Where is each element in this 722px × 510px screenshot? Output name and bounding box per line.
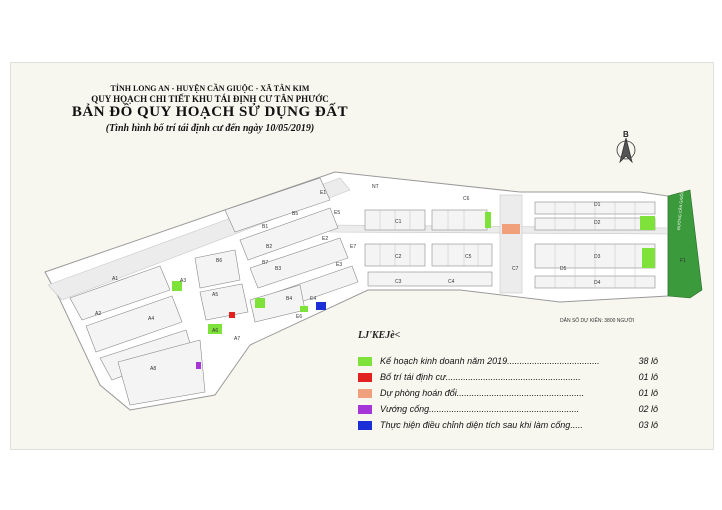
connector-road — [500, 195, 522, 293]
swap-reserve-lot[interactable] — [502, 224, 520, 234]
block-label-c2: C2 — [395, 254, 402, 260]
resettlement-lot[interactable] — [229, 312, 235, 318]
block-label-a2: A2 — [95, 311, 102, 317]
road-label: ĐƯỜNG CẦN GIUỘC — [676, 190, 685, 231]
block-label-a5: A5 — [212, 292, 219, 298]
block-label-f1: F1 — [680, 258, 686, 264]
block-label-b7: B7 — [262, 260, 269, 266]
block-label-c1: C1 — [395, 219, 402, 225]
compass-icon — [617, 138, 635, 162]
culvert-lot[interactable] — [196, 362, 201, 369]
legend-item-swap-reserve — [358, 388, 658, 401]
legend-item-count: 02 lô — [638, 404, 658, 414]
block-label-e5: E5 — [334, 210, 341, 216]
block-label-d2: D2 — [594, 220, 601, 226]
block-label-d5: D5 — [560, 266, 567, 272]
block-label-c6: C6 — [463, 196, 470, 202]
block-label-a4: A4 — [148, 316, 155, 322]
block-label-b6: B6 — [216, 258, 223, 264]
block-label-e7: E7 — [350, 244, 357, 250]
legend-item-adjusted — [358, 420, 658, 433]
legend-item-count: 38 lô — [638, 356, 658, 366]
green-buffer — [668, 190, 702, 298]
legend-item-count: 03 lô — [638, 420, 658, 430]
block-label-c7: C7 — [512, 266, 519, 272]
block-label-b2: B2 — [266, 244, 273, 250]
block-label-e4: E4 — [310, 296, 317, 302]
map-subtitle: (Tình hình bố trí tái định cư đến ngày 10/05/2019) — [105, 123, 315, 134]
block-label-b1: B1 — [262, 224, 269, 230]
block-label-e1: E1 — [320, 190, 327, 196]
salmon-swatch-icon — [358, 389, 372, 398]
block-label-b3: B3 — [275, 266, 282, 272]
legend-item-business — [358, 356, 658, 369]
block-label-d3: D3 — [594, 254, 601, 260]
population-label: DÂN SỐ DỰ KIẾN: 3800 NGƯỜI — [560, 318, 635, 324]
legend-item-label: Thực hiện điều chỉnh diện tích sau khi làm cống..... — [380, 420, 583, 430]
legend-item-label: Vướng cống............................................................ — [380, 404, 580, 414]
purple-swatch-icon — [358, 405, 372, 414]
block-label-a6: A6 — [212, 328, 219, 334]
block-label-d1: D1 — [594, 202, 601, 208]
compass-label: B — [623, 130, 629, 139]
block-label-e6: E6 — [296, 314, 303, 320]
legend-title: LJ'KEJè< — [358, 330, 401, 341]
block-label-e3: E3 — [336, 262, 343, 268]
block-label-c4: C4 — [448, 279, 455, 285]
block-label-c3: C3 — [395, 279, 402, 285]
legend-item-label: Kế hoạch kinh doanh năm 2019..................................... — [380, 356, 600, 366]
adjusted-lot[interactable] — [316, 302, 326, 310]
block-label-a3: A3 — [180, 278, 187, 284]
block-label-b5: B5 — [292, 211, 299, 217]
blue-swatch-icon — [358, 421, 372, 430]
red-swatch-icon — [358, 373, 372, 382]
block-label-a8: A8 — [150, 366, 157, 372]
map-title: BẢN ĐỒ QUY HOẠCH SỬ DỤNG ĐẤT — [71, 104, 349, 120]
header-province: TỈNH LONG AN - HUYỆN CẦN GIUỘC - XÃ TÂN KIM — [110, 84, 310, 93]
block-label-a1: A1 — [112, 276, 119, 282]
legend-item-count: 01 lô — [638, 388, 658, 398]
header-project: QUY HOẠCH CHI TIẾT KHU TÁI ĐỊNH CƯ TÂN PHƯỚC — [91, 94, 329, 104]
legend-item-label: Dự phòng hoán đổi................................................... — [380, 388, 585, 398]
block-label-d4: D4 — [594, 280, 601, 286]
ntk-label: NT — [372, 184, 379, 190]
block-label-a7: A7 — [234, 336, 241, 342]
legend-item-label: Bố trí tái định cư...................................................... — [380, 372, 581, 382]
block-label-c5: C5 — [465, 254, 472, 260]
block-label-e2: E2 — [322, 236, 329, 242]
legend-item-resettlement — [358, 372, 658, 385]
legend-item-count: 01 lô — [638, 372, 658, 382]
legend-item-culvert — [358, 404, 658, 417]
block-label-b4: B4 — [286, 296, 293, 302]
green-swatch-icon — [358, 357, 372, 366]
